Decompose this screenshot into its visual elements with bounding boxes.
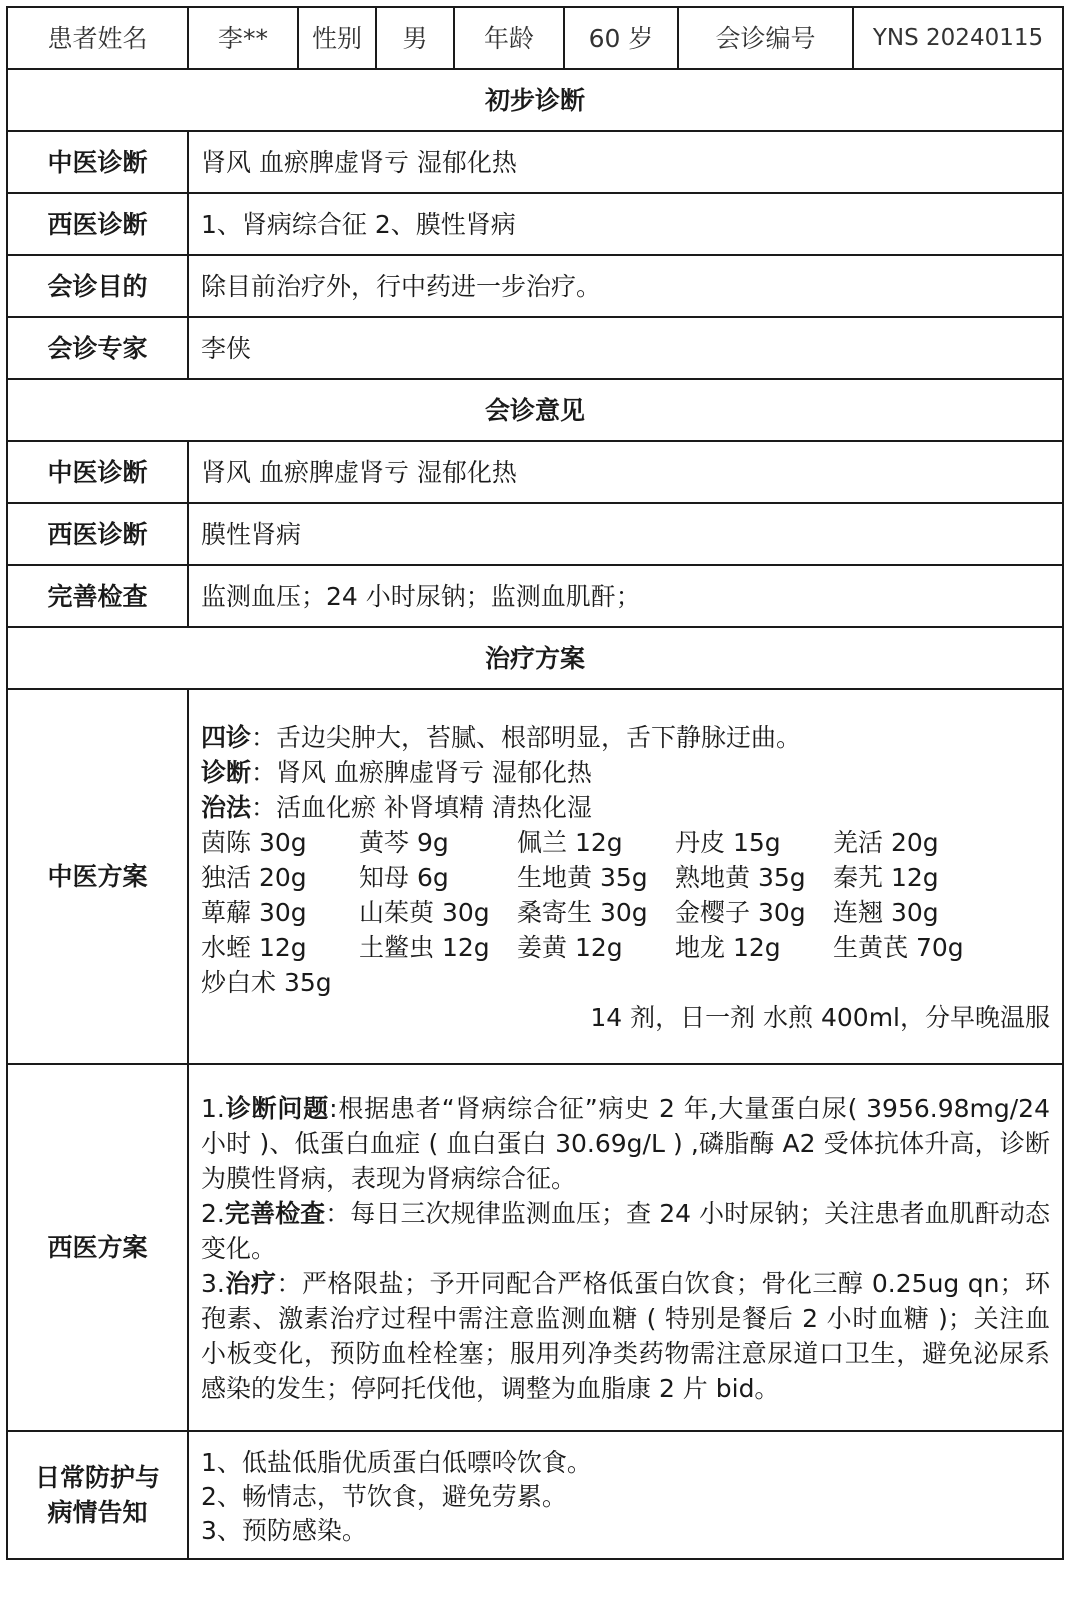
row-label: 中医诊断: [7, 441, 188, 503]
age-label: 年龄: [454, 7, 564, 69]
row-value: 除目前治疗外，行中药进一步治疗。: [188, 255, 1063, 317]
opinion-exam-row: [7, 565, 1063, 627]
section-title: 会诊意见: [7, 379, 1063, 441]
herb-item: 金樱子 30g: [675, 898, 806, 927]
gender-value: 男: [376, 7, 454, 69]
wm-plan-row: [7, 1064, 1063, 1431]
tcm-plan-row: [7, 689, 1063, 1064]
section-treatment-plan: [7, 627, 1063, 689]
care-item: 1、低盐低脂优质蛋白低嘌呤饮食。: [201, 1448, 592, 1477]
care-notice-row: [7, 1431, 1063, 1559]
gender-label: 性别: [298, 7, 376, 69]
age-value: 60 岁: [564, 7, 678, 69]
name-value: 李**: [188, 7, 298, 69]
method-line: [201, 790, 1050, 825]
herb-item: 秦艽 12g: [833, 863, 939, 892]
expert-row: [7, 317, 1063, 379]
herb-item: 生黄芪 70g: [833, 933, 964, 962]
herb-item: 茵陈 30g: [201, 828, 307, 857]
section-consult-opinion: [7, 379, 1063, 441]
tcm-plan-content: [188, 689, 1063, 1064]
patient-header-row: [7, 7, 1063, 69]
herb-item: 萆薢 30g: [201, 898, 307, 927]
four-diagnosis-text: ：舌边尖肿大，苔腻、根部明显，舌下静脉迂曲。: [251, 723, 802, 752]
row-value: 肾风 血瘀脾虚肾亏 湿郁化热: [188, 441, 1063, 503]
wm-plan-paragraph-1: [201, 1091, 1050, 1196]
herb-item: 生地黄 35g: [517, 863, 648, 892]
herb-item: 水蛭 12g: [201, 933, 307, 962]
care-item: 2、畅情志，节饮食，避免劳累。: [201, 1482, 567, 1511]
paragraph-label: 治疗: [224, 1269, 277, 1298]
consult-id-value: YNS 20240115: [853, 7, 1063, 69]
paragraph-number: 3.: [201, 1269, 225, 1298]
row-label: 会诊专家: [7, 317, 188, 379]
paragraph-label: 完善检查: [224, 1199, 326, 1228]
row-label: 西医诊断: [7, 193, 188, 255]
row-label: 会诊目的: [7, 255, 188, 317]
opinion-wm-row: [7, 503, 1063, 565]
herb-item: 桑寄生 30g: [517, 898, 648, 927]
row-label: 中医诊断: [7, 131, 188, 193]
row-label: 西医诊断: [7, 503, 188, 565]
care-notice-content: [188, 1431, 1063, 1559]
paragraph-label: 诊断问题: [224, 1094, 330, 1123]
wm-plan-paragraph-2: [201, 1196, 1050, 1266]
paragraph-text: :根据患者“肾病综合征”病史 2 年,大量蛋白尿( 3956.98mg/24 小时 )、低蛋白血症 ( 血白蛋白 30.69g/L ) ,磷脂酶 A2 受体抗体升高，诊断为膜性肾病，表现为肾病综合征。: [201, 1094, 1050, 1193]
diagnosis-text: ：肾风 血瘀脾虚肾亏 湿郁化热: [251, 758, 592, 787]
paragraph-number: 2.: [201, 1199, 225, 1228]
opinion-tcm-row: [7, 441, 1063, 503]
consultation-table: [6, 6, 1064, 1560]
herb-item: 独活 20g: [201, 863, 307, 892]
row-value: 肾风 血瘀脾虚肾亏 湿郁化热: [188, 131, 1063, 193]
initial-tcm-row: [7, 131, 1063, 193]
row-label: 中医方案: [7, 689, 188, 1064]
dosage-instructions: 14 剂，日一剂 水煎 400ml，分早晚温服: [590, 1003, 1050, 1032]
herb-item: 土鳖虫 12g: [359, 933, 490, 962]
section-initial-diagnosis: [7, 69, 1063, 131]
paragraph-text: ：每日三次规律监测血压；查 24 小时尿钠；关注患者血肌酐动态变化。: [201, 1199, 1050, 1263]
method-label: 治法: [201, 793, 252, 822]
herb-item: 连翘 30g: [833, 898, 939, 927]
herb-item: 地龙 12g: [675, 933, 781, 962]
herb-item: 姜黄 12g: [517, 933, 623, 962]
diagnosis-line: [201, 755, 1050, 790]
row-value: 1、肾病综合征 2、膜性肾病: [188, 193, 1063, 255]
row-value: 李侠: [188, 317, 1063, 379]
row-label: 完善检查: [7, 565, 188, 627]
herb-item: 丹皮 15g: [675, 828, 781, 857]
herb-list: [201, 825, 1050, 1000]
care-label-line-1: 日常防护与: [34, 1463, 160, 1492]
herb-item: 知母 6g: [359, 863, 449, 892]
care-label-line-2: 病情告知: [47, 1498, 148, 1527]
consult-id-label: 会诊编号: [678, 7, 853, 69]
section-title: 初步诊断: [7, 69, 1063, 131]
section-title: 治疗方案: [7, 627, 1063, 689]
herb-item: 羌活 20g: [833, 828, 939, 857]
name-label: 患者姓名: [7, 7, 188, 69]
paragraph-text: ：严格限盐；予开同配合严格低蛋白饮食；骨化三醇 0.25ug qn；环孢素、激素治疗过程中需注意监测血糖 ( 特别是餐后 2 小时血糖 )；关注血小板变化，预防血栓栓塞；服用列净类药物需注意尿道口卫生，避免泌尿系感染的发生；停阿托伐他，调整为血脂康 2 片 bid。: [201, 1269, 1050, 1403]
row-label: 西医方案: [7, 1064, 188, 1431]
initial-wm-row: [7, 193, 1063, 255]
diagnosis-label: 诊断: [201, 758, 252, 787]
herb-item: 黄芩 9g: [359, 828, 449, 857]
row-label: [7, 1431, 188, 1559]
consultation-form: [6, 6, 1062, 1560]
method-text: ：活血化瘀 补肾填精 清热化湿: [251, 793, 592, 822]
care-item: 3、预防感染。: [201, 1516, 367, 1545]
row-value: 监测血压；24 小时尿钠；监测血肌酐；: [188, 565, 1063, 627]
purpose-row: [7, 255, 1063, 317]
wm-plan-content: [188, 1064, 1063, 1431]
four-diagnosis-label: 四诊: [201, 723, 252, 752]
herb-item: 炒白术 35g: [201, 968, 332, 997]
row-value: 膜性肾病: [188, 503, 1063, 565]
herb-item: 山茱萸 30g: [359, 898, 490, 927]
wm-plan-paragraph-3: [201, 1266, 1050, 1406]
paragraph-number: 1.: [201, 1094, 225, 1123]
herb-item: 佩兰 12g: [517, 828, 623, 857]
four-diagnosis-line: [201, 720, 1050, 755]
herb-item: 熟地黄 35g: [675, 863, 806, 892]
